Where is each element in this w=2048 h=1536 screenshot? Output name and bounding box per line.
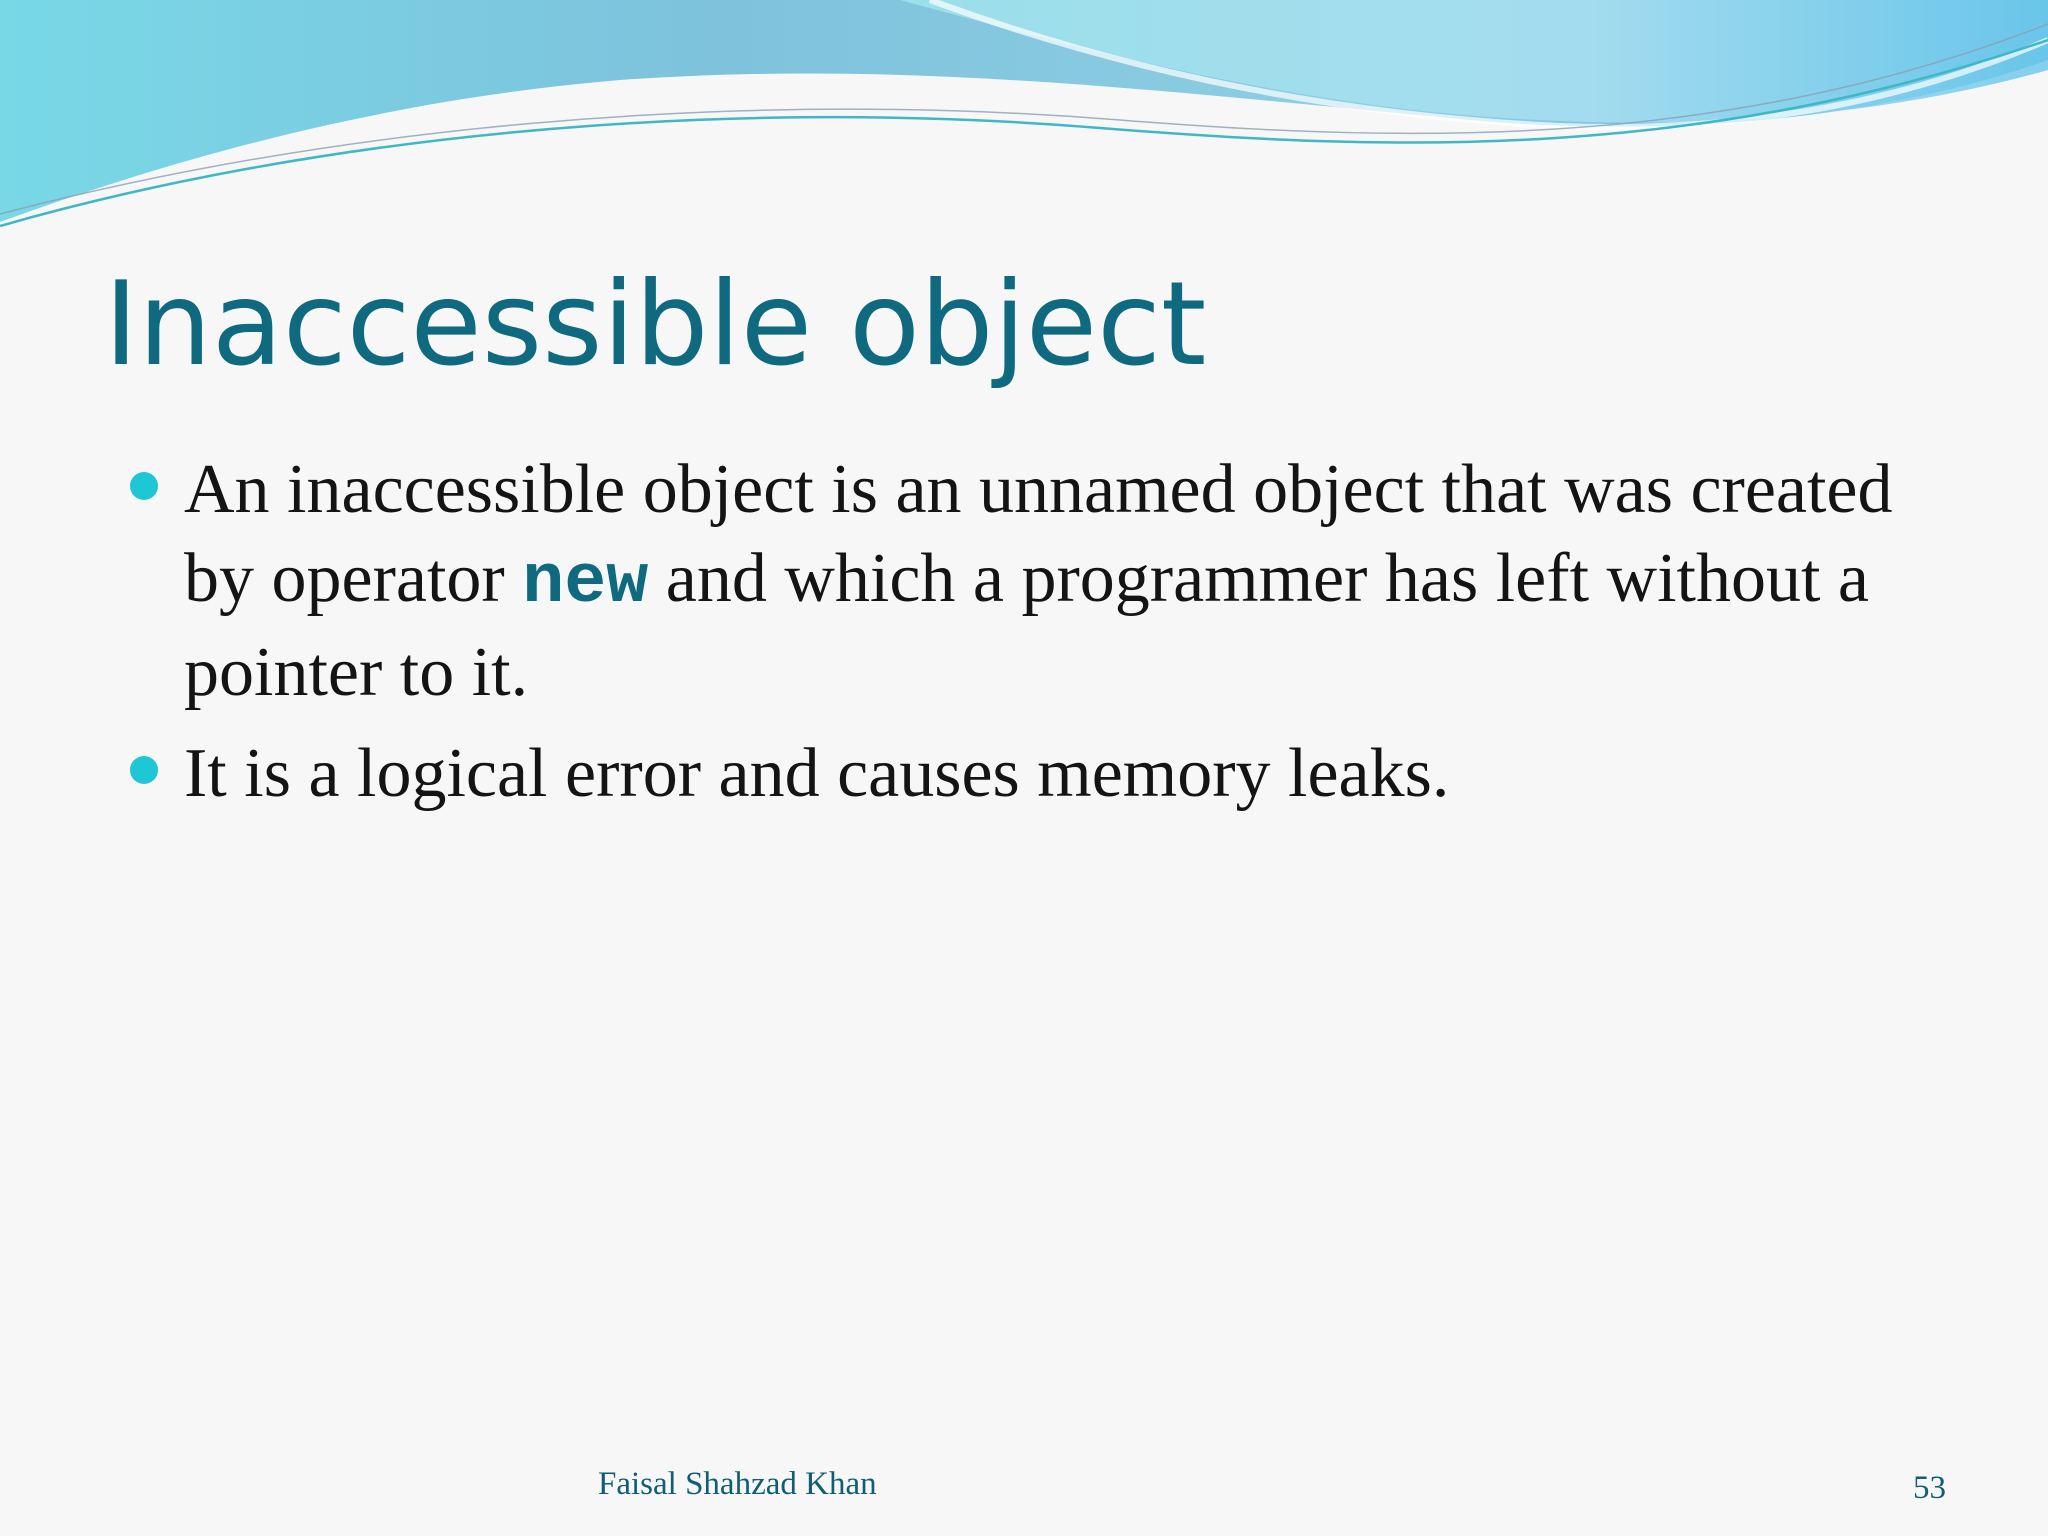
slide-title: Inaccessible object (104, 257, 1207, 392)
bullet-item (130, 445, 1960, 717)
bullet-dot-icon (130, 472, 158, 500)
bullet-dot-icon (130, 756, 158, 784)
bullet-list (130, 445, 1960, 830)
header-wave-decoration (0, 0, 2048, 240)
code-keyword: new (522, 544, 649, 623)
bullet-item (130, 729, 1960, 818)
page-number: 53 (1913, 1470, 1946, 1506)
bullet-text-start: An inaccessible object is an unnamed object that was created by operator (184, 451, 1893, 617)
bullet-text: It is a logical error and causes memory leaks. (184, 735, 1450, 812)
bullet-text-end: and which a programmer has left without a pointer to it. (184, 540, 1869, 711)
footer-author: Faisal Shahzad Khan (598, 1466, 877, 1502)
